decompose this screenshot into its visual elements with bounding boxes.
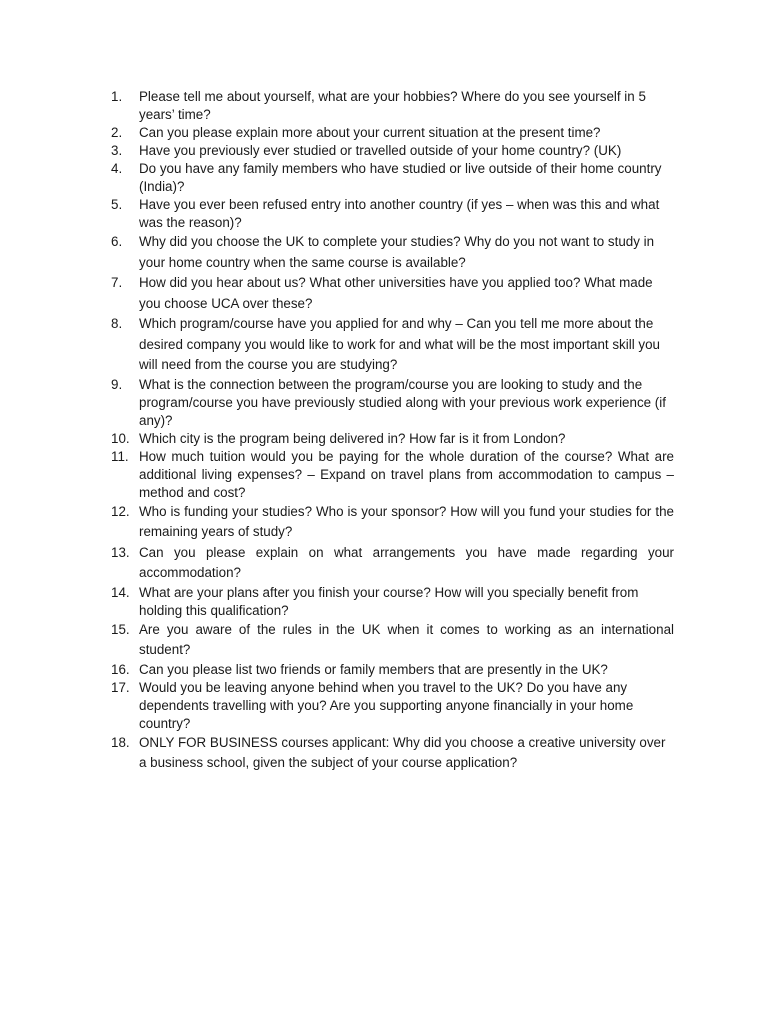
question-text: Can you please explain more about your current situation at the present time? <box>139 125 601 140</box>
question-item <box>111 430 674 448</box>
question-item <box>111 620 674 661</box>
question-text: Can you please list two friends or family members that are presently in the UK? <box>139 661 608 677</box>
question-item <box>111 584 674 620</box>
question-text: Why did you choose the UK to complete your studies? Why do you not want to study in your home country when the same course is available? <box>139 234 655 270</box>
question-number: 18. <box>111 734 130 750</box>
question-item <box>111 661 674 679</box>
question-item <box>111 196 674 232</box>
question-number: 5. <box>111 197 123 212</box>
question-item <box>111 124 674 142</box>
question-text: Who is funding your studies? Who is your sponsor? How will you fund your studies for the remaining years of study? <box>139 503 674 539</box>
question-item <box>111 273 674 314</box>
question-item <box>111 232 674 273</box>
question-item <box>111 448 674 502</box>
question-number: 8. <box>111 316 123 331</box>
question-text: Have you previously ever studied or travelled outside of your home country? (UK) <box>139 143 622 158</box>
question-text: Have you ever been refused entry into another country (if yes – when was this and what was the reason)? <box>139 197 660 230</box>
question-number: 1. <box>111 89 123 104</box>
question-text: Would you be leaving anyone behind when you travel to the UK? Do you have any dependents travelling with you? Are you supporting anyone financially in your home country? <box>139 679 634 731</box>
question-item <box>111 543 674 584</box>
question-item <box>111 679 674 733</box>
question-item <box>111 376 674 430</box>
question-number: 12. <box>111 503 130 519</box>
question-item <box>111 314 674 376</box>
question-item <box>111 502 674 543</box>
question-list <box>111 88 674 774</box>
question-number: 14. <box>111 584 130 600</box>
question-number: 4. <box>111 161 123 176</box>
question-number: 17. <box>111 679 130 695</box>
question-text: Can you please explain on what arrangements you have made regarding your accommodation? <box>139 544 674 580</box>
question-number: 2. <box>111 125 123 140</box>
question-text: Do you have any family members who have studied or live outside of their home country (India)? <box>139 161 662 194</box>
question-number: 15. <box>111 621 130 637</box>
question-text: What is the connection between the program/course you are looking to study and the program/course you have previously studied along with your previous work experience (if any)? <box>139 376 666 428</box>
question-text: Are you aware of the rules in the UK when it comes to working as an international student? <box>139 621 674 657</box>
question-number: 3. <box>111 143 123 158</box>
question-number: 7. <box>111 275 123 290</box>
question-text: Which city is the program being delivered in? How far is it from London? <box>139 430 566 446</box>
question-text: Which program/course have you applied for and why – Can you tell me more about the desired company you would like to work for and what will be the most important skill you will need from the course you are studying? <box>139 316 660 372</box>
question-number: 9. <box>111 376 123 392</box>
question-text: How did you hear about us? What other universities have you applied too? What made you choose UCA over these? <box>139 275 653 311</box>
question-number: 13. <box>111 544 130 560</box>
question-number: 6. <box>111 234 123 249</box>
question-number: 10. <box>111 430 130 446</box>
question-text: ONLY FOR BUSINESS courses applicant: Why did you choose a creative university over a business school, given the subject of your course application? <box>139 734 666 770</box>
question-number: 11. <box>111 448 129 464</box>
question-item <box>111 88 674 124</box>
question-text: What are your plans after you finish your course? How will you specially benefit from holding this qualification? <box>139 584 639 618</box>
question-item <box>111 142 674 160</box>
question-text: Please tell me about yourself, what are your hobbies? Where do you see yourself in 5 years’ time? <box>139 89 646 122</box>
question-item <box>111 160 674 196</box>
question-item <box>111 733 674 774</box>
question-number: 16. <box>111 661 130 677</box>
question-text: How much tuition would you be paying for the whole duration of the course? What are additional living expenses? – Expand on travel plans from accommodation to campus – method and cost? <box>139 448 674 500</box>
